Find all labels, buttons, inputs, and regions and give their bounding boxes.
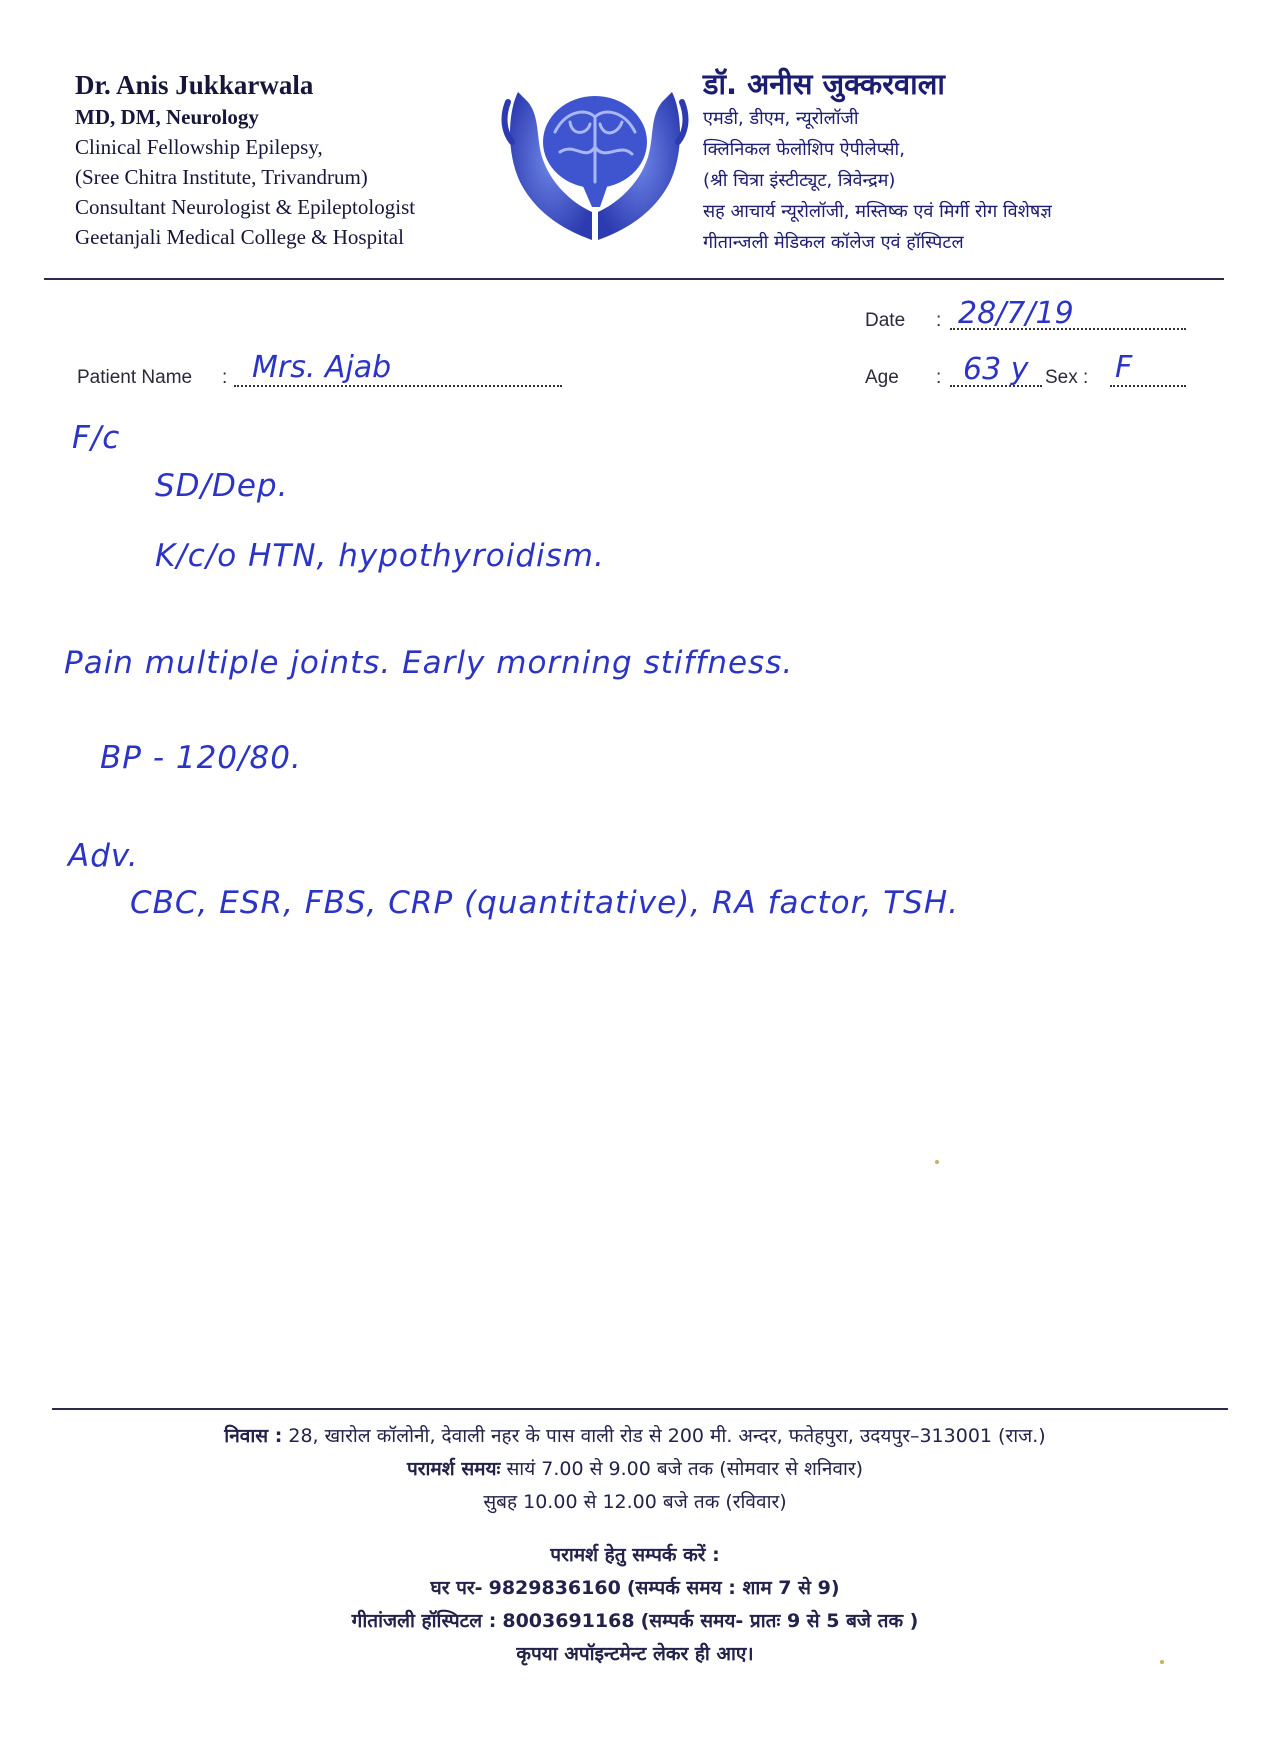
sex-label: Sex : bbox=[1045, 367, 1089, 388]
header-divider bbox=[44, 278, 1224, 280]
home-label: घर पर- bbox=[430, 1577, 483, 1599]
advice-tests: CBC, ESR, FBS, CRP (quantitative), RA factor, TSH. bbox=[130, 885, 960, 921]
contact-heading: परामर्श हेतु सम्पर्क करें : bbox=[550, 1544, 720, 1566]
complaint-heading: F/c bbox=[72, 420, 121, 456]
footer bbox=[40, 1420, 1230, 1671]
brain-in-hands-icon bbox=[500, 72, 690, 247]
credential-line-hindi: गीतान्जली मेडिकल कॉलेज एवं हॉस्पिटल bbox=[703, 232, 964, 253]
credential-line: Geetanjali Medical College & Hospital bbox=[75, 225, 404, 249]
footer-divider bbox=[52, 1408, 1228, 1410]
patient-name-line bbox=[234, 385, 562, 387]
timing-row bbox=[40, 1453, 1230, 1486]
age-value: 63 y bbox=[963, 352, 1029, 387]
timing-label: परामर्श समयः bbox=[406, 1458, 501, 1480]
date-label: Date bbox=[865, 310, 906, 331]
hospital-hours: (सम्पर्क समय- प्रातः 9 से 5 बजे तक ) bbox=[640, 1610, 919, 1632]
timing-sunday: सुबह 10.00 से 12.00 बजे तक (रविवार) bbox=[483, 1491, 787, 1513]
appointment-note: कृपया अपॉइन्टमेन्ट लेकर ही आए। bbox=[516, 1643, 754, 1665]
credential-line: (Sree Chitra Institute, Trivandrum) bbox=[75, 165, 368, 189]
hospital-phone: 8003691168 bbox=[502, 1610, 635, 1632]
date-colon: : bbox=[936, 310, 942, 331]
address-label: निवास : bbox=[224, 1425, 283, 1447]
doctor-degrees: MD, DM, Neurology bbox=[75, 105, 259, 129]
credential-line-hindi: सह आचार्य न्यूरोलॉजी, मस्तिष्क एवं मिर्गी रोग विशेषज्ञ bbox=[703, 201, 1052, 222]
hospital-label: गीतांजली हॉस्पिटल : bbox=[351, 1610, 497, 1632]
home-phone: 9829836160 bbox=[488, 1577, 621, 1599]
advice-heading: Adv. bbox=[68, 838, 139, 874]
age-colon: : bbox=[936, 367, 942, 388]
address-text: 28, खारोल कॉलोनी, देवाली नहर के पास वाली रोड से 200 मी. अन्दर, फतेहपुरा, उदयपुर–313001 (राज.) bbox=[288, 1425, 1046, 1447]
note-line: SD/Dep. bbox=[155, 468, 289, 504]
note-line: BP - 120/80. bbox=[100, 740, 302, 776]
sex-line bbox=[1110, 385, 1186, 387]
credential-line-hindi: क्लिनिकल फेलोशिप ऐपीलेप्सी, bbox=[703, 139, 905, 160]
patient-name-colon: : bbox=[222, 367, 228, 388]
credential-line-hindi: (श्री चित्रा इंस्टीट्यूट, त्रिवेन्द्रम) bbox=[703, 170, 896, 191]
sex-value: F bbox=[1115, 350, 1133, 385]
credential-line-hindi: एमडी, डीएम, न्यूरोलॉजी bbox=[703, 108, 859, 129]
letterhead-english bbox=[75, 68, 495, 252]
patient-name-label: Patient Name bbox=[77, 367, 193, 388]
note-line: Pain multiple joints. Early morning stiffness. bbox=[64, 645, 794, 681]
date-value: 28/7/19 bbox=[958, 296, 1074, 331]
credential-line: Consultant Neurologist & Epileptologist bbox=[75, 195, 416, 219]
age-label: Age bbox=[865, 367, 899, 388]
letterhead-hindi bbox=[703, 65, 1173, 258]
credential-line: Clinical Fellowship Epilepsy, bbox=[75, 135, 323, 159]
address-row bbox=[40, 1420, 1230, 1453]
home-contact-row bbox=[40, 1572, 1230, 1605]
timing-weekday: सायं 7.00 से 9.00 बजे तक (सोमवार से शनिवार) bbox=[506, 1458, 864, 1480]
note-line: K/c/o HTN, hypothyroidism. bbox=[155, 538, 605, 574]
paper-speck bbox=[935, 1160, 939, 1164]
hospital-contact-row bbox=[40, 1605, 1230, 1638]
home-hours: (सम्पर्क समय : शाम 7 से 9) bbox=[626, 1577, 840, 1599]
doctor-name: Dr. Anis Jukkarwala bbox=[75, 70, 314, 100]
patient-name-value: Mrs. Ajab bbox=[252, 350, 392, 385]
doctor-name-hindi: डॉ. अनीस जुक्करवाला bbox=[703, 67, 945, 101]
